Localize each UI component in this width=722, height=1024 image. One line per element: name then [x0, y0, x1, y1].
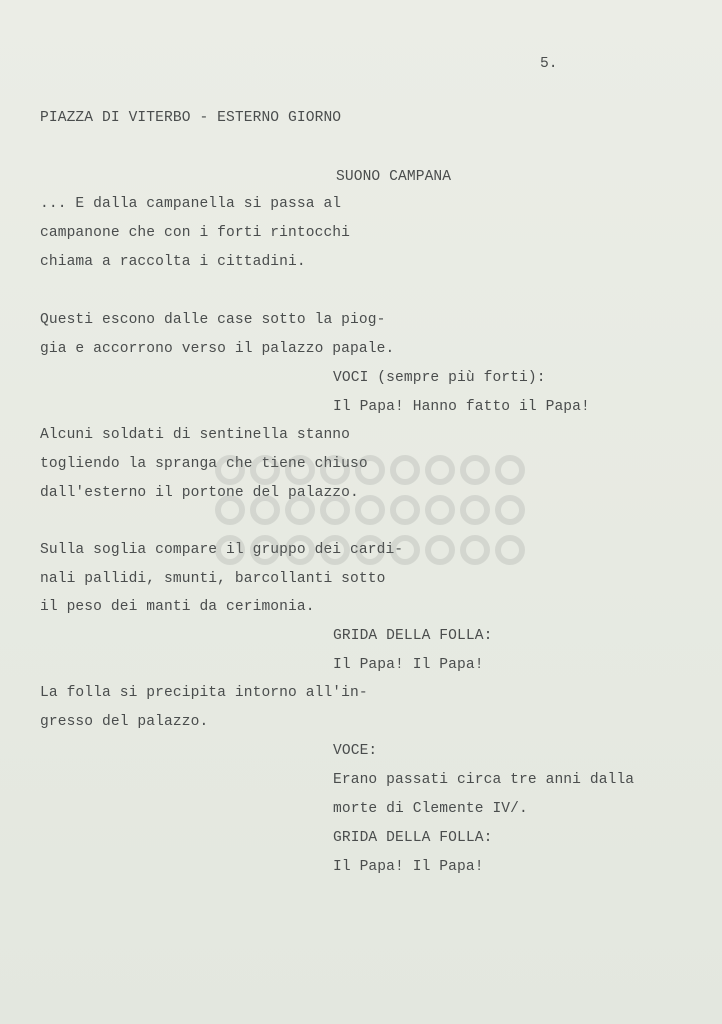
action-line: Questi escono dalle case sotto la piog- — [40, 312, 386, 328]
action-line: chiama a raccolta i cittadini. — [40, 254, 306, 270]
character-cue: VOCI (sempre più forti): — [333, 370, 546, 386]
action-line: gia e accorrono verso il palazzo papale. — [40, 341, 395, 357]
dialogue-line: Erano passati circa tre anni dalla — [333, 772, 635, 788]
character-cue: GRIDA DELLA FOLLA: — [333, 830, 493, 846]
action-line: nali pallidi, smunti, barcollanti sotto — [40, 571, 386, 587]
scene-heading: PIAZZA DI VITERBO - ESTERNO GIORNO — [40, 110, 342, 126]
action-line: dall'esterno il portone del palazzo. — [40, 485, 359, 501]
page-number: 5. — [540, 56, 558, 72]
action-line: Alcuni soldati di sentinella stanno — [40, 427, 351, 443]
watermark-pattern-icon — [205, 450, 540, 580]
action-line: ... E dalla campanella si passa al — [40, 196, 342, 212]
action-line: il peso dei manti da cerimonia. — [40, 599, 315, 615]
character-cue: GRIDA DELLA FOLLA: — [333, 628, 493, 644]
action-line: Sulla soglia compare il gruppo dei cardi- — [40, 542, 404, 558]
sound-cue: SUONO CAMPANA — [336, 169, 452, 185]
action-line: togliendo la spranga che tiene chiuso — [40, 456, 368, 472]
dialogue-line: morte di Clemente IV/. — [333, 801, 528, 817]
character-cue: VOCE: — [333, 743, 378, 759]
action-line: gresso del palazzo. — [40, 714, 209, 730]
dialogue-line: Il Papa! Il Papa! — [333, 657, 484, 673]
dialogue-line: Il Papa! Il Papa! — [333, 859, 484, 875]
action-line: La folla si precipita intorno all'in- — [40, 685, 368, 701]
action-line: campanone che con i forti rintocchi — [40, 225, 351, 241]
dialogue-line: Il Papa! Hanno fatto il Papa! — [333, 399, 590, 415]
